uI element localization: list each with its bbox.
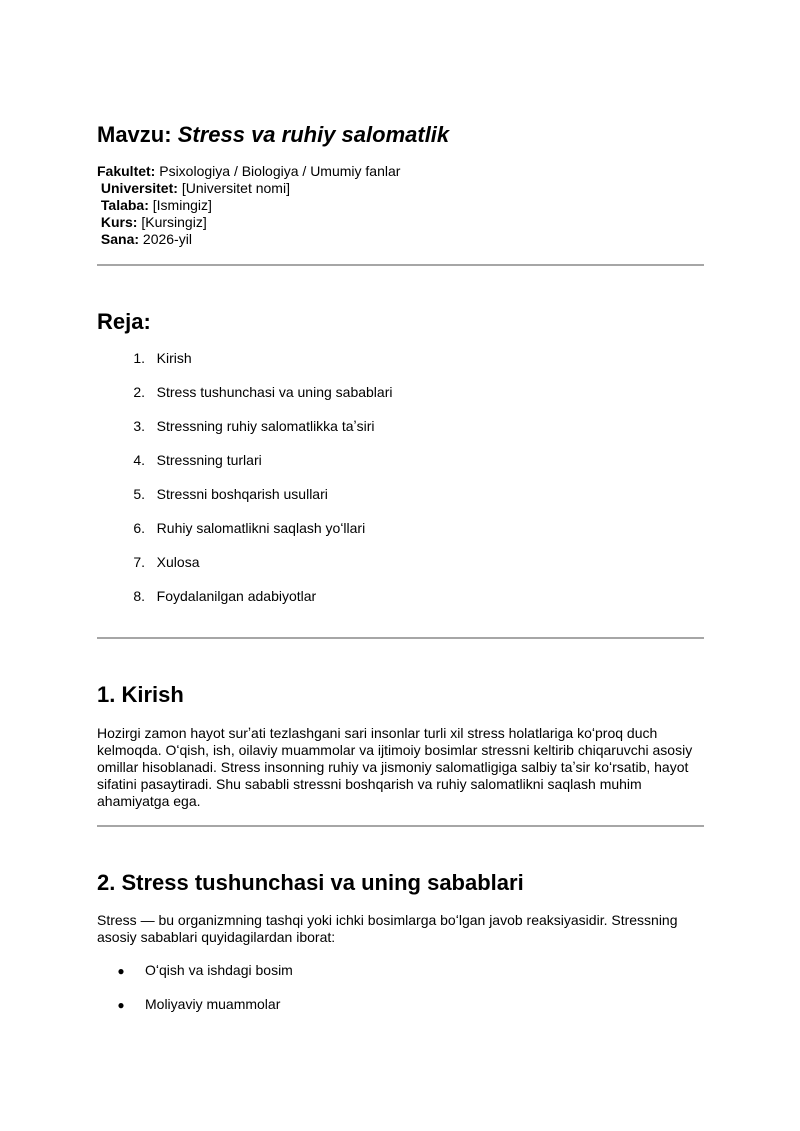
- plan-item: 1. Kirish: [133, 350, 192, 366]
- bullet-icon: ●: [117, 998, 125, 1012]
- plan-heading: Reja:: [97, 309, 151, 334]
- divider: [97, 825, 704, 827]
- meta-date: [97, 231, 400, 248]
- causes-list: [97, 962, 293, 1030]
- divider: [97, 264, 704, 266]
- meta-label: Sana:: [100, 231, 140, 247]
- concept-paragraph: Stress — bu organizmning tashqi yoki ichki bosimlarga boʻlgan javob reaksiyasidir. Stressning asosiy sabablari quyidagilardan iborat:: [97, 912, 678, 945]
- plan-item: 2. Stress tushunchasi va uning sabablari: [133, 384, 393, 400]
- concept-heading: 2. Stress tushunchasi va uning sabablari: [97, 870, 524, 895]
- plan-item: 7. Xulosa: [133, 554, 200, 570]
- meta-value: [Kursingiz]: [141, 214, 207, 230]
- title-topic: Stress va ruhiy salomatlik: [177, 122, 450, 147]
- plan-item: 8. Foydalanilgan adabiyotlar: [133, 588, 317, 604]
- bullet-icon: ●: [117, 964, 125, 978]
- intro-heading: 1. Kirish: [97, 682, 184, 707]
- meta-student: [97, 197, 400, 214]
- meta-label: Universitet:: [100, 180, 178, 196]
- meta-value: [Ismingiz]: [152, 197, 212, 213]
- meta-label: Kurs:: [100, 214, 138, 230]
- meta-label: Fakultet:: [97, 163, 156, 179]
- title-prefix: Mavzu:: [97, 122, 172, 147]
- meta-value: [Universitet nomi]: [181, 180, 290, 196]
- intro-paragraph: Hozirgi zamon hayot surʼati tezlashgani sari insonlar turli xil stress holatlariga koʻproq duch kelmoqda. Oʻqish, ish, oilaviy muammolar va ijtimoiy bosimlar stressni keltirib chiqaruvchi asosiy omillar hisoblanadi. Stress insonning ruhiy va jismoniy salomatligiga salbiy taʼsir koʻrsatib, hayot sifatini pasaytiradi. Shu sababli stressni boshqarish va ruhiy salomatlikni saqlash muhim ahamiyatga ega.: [97, 725, 693, 809]
- meta-block: [97, 163, 400, 248]
- plan-item: 5. Stressni boshqarish usullari: [133, 486, 328, 502]
- document-title: [97, 121, 449, 149]
- meta-course: [97, 214, 400, 231]
- meta-university: [97, 180, 400, 197]
- plan-item: 4. Stressning turlari: [133, 452, 262, 468]
- divider: [97, 637, 704, 639]
- meta-label: Talaba:: [100, 197, 149, 213]
- list-item: ● Oʻqish va ishdagi bosim: [97, 962, 293, 996]
- meta-value: 2026-yil: [142, 231, 192, 247]
- plan-list: [97, 350, 392, 622]
- plan-item: 3. Stressning ruhiy salomatlikka taʼsiri: [133, 418, 375, 434]
- meta-faculty: [97, 163, 400, 180]
- meta-value: Psixologiya / Biologiya / Umumiy fanlar: [159, 163, 401, 179]
- list-item: ● Moliyaviy muammolar: [97, 996, 293, 1030]
- plan-item: 6. Ruhiy salomatlikni saqlash yoʻllari: [133, 520, 366, 536]
